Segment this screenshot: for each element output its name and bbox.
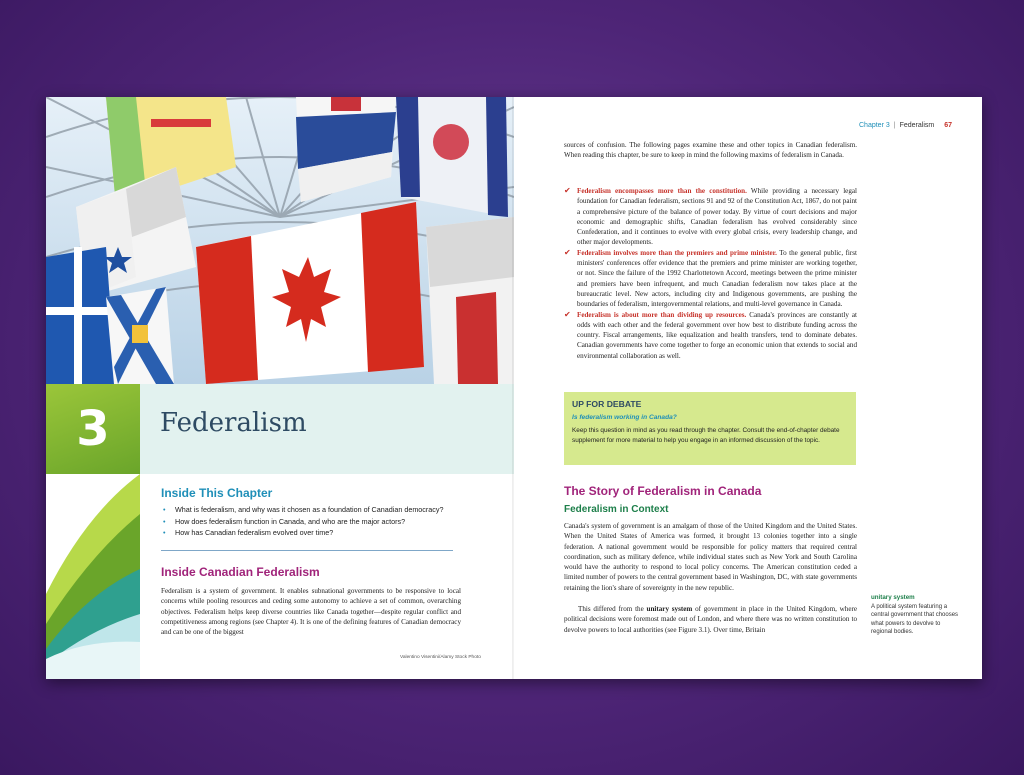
maxim-lead: Federalism involves more than the premiers and prime minister. xyxy=(577,248,777,257)
decorative-swooshes xyxy=(46,474,140,679)
maxims-list xyxy=(564,186,857,361)
key-term: unitary system xyxy=(646,605,693,613)
glossary-term: unitary system xyxy=(871,594,915,601)
body-paragraph xyxy=(564,604,857,635)
right-page xyxy=(514,97,982,679)
debate-question: Is federalism working in Canada? xyxy=(572,414,677,421)
chapter-number: 3 xyxy=(76,401,110,457)
body-paragraph: Canada's system of government is an amalgam of those of the United Kingdom and the United States. When the United States of America was formed, it brought 13 colonies together into a single federation. A national government would be responsible for policy matters that required central coordination, such as military defence, while individual states such as New York and South Carolina would have the authority to respond to local policy concerns. The American constitution ceded a limited number of powers to the central government based in Washington, DC, with state governments retaining the lion's share of sovereignty in the new republic. xyxy=(564,522,857,592)
inside-chapter-list xyxy=(161,504,461,539)
paragraph-text: This differed from the xyxy=(578,605,647,613)
section-heading: Inside Canadian Federalism xyxy=(161,565,320,579)
checkmark-icon: ✔ xyxy=(564,309,571,319)
body-paragraph: Federalism is a system of government. It enables subnational governments to be responsive to local concerns while pooling resources and ceding some autonomy to achieve a set of common, overarching objectives. Federalism helps keep diverse countries like Canada together—despite regular conflict and competitiveness among regions (see Chapter 4). It is one of the defining features of Canadian democracy and can be one of the biggest xyxy=(161,587,461,637)
checkmark-icon: ✔ xyxy=(564,247,571,257)
list-item: • What is federalism, and why was it chosen as a foundation of Canadian democracy? xyxy=(161,504,461,516)
list-item: • How has Canadian federalism evolved over time? xyxy=(161,527,461,539)
chapter-number-box xyxy=(46,384,140,474)
debate-title: UP FOR DEBATE xyxy=(572,399,642,409)
debate-box xyxy=(564,392,856,465)
maxim-text: To the general public, first ministers' conferences offer evidence that the premiers and prime minister are working together, or not. Since the failure of the 1992 Charlottetown Accord, meetings between the prime minister and premiers have been infrequent, and much Canadian federalism now takes place at the bureaucratic level. New actors, including city and Indigenous governments, are pushing the boundaries of federalism, intergovernmental relations, and multi-level governance in Canada. xyxy=(577,248,858,309)
context-heading: Federalism in Context xyxy=(564,504,669,515)
glossary-definition: A political system featuring a central government that chooses what powers to devolve to regional bodies. xyxy=(871,604,959,636)
story-heading: The Story of Federalism in Canada xyxy=(564,484,762,498)
section-divider xyxy=(161,550,453,551)
list-item xyxy=(564,248,857,310)
list-item: • How does federalism function in Canada, and who are the major actors? xyxy=(161,516,461,528)
maxim-lead: Federalism is about more than dividing up resources. xyxy=(577,310,747,319)
checkmark-icon: ✔ xyxy=(564,186,571,195)
running-header xyxy=(859,122,952,129)
flags-photo xyxy=(46,97,514,384)
debate-body: Keep this question in mind as you read through the chapter. Consult the end-of-chapter debate supplement for more material to help you engage in an informed discussion of the topic. xyxy=(572,427,840,445)
chapter-title: Federalism xyxy=(160,408,307,438)
chapter-title-band xyxy=(140,384,514,474)
running-title: Federalism xyxy=(899,122,935,129)
maxim-text: While providing a necessary legal foundation for Canadian federalism, sections 91 and 92 of the Constitution Act, 1867, do not paint a comprehensive picture of the balance of power today. By virtue of court decisions and major economic and demographic shifts, Canadian federalism has evolved considerably since Confederation, and it continues to evolve with every global crisis, every leadership change, and other major developments. xyxy=(577,187,857,247)
header-separator: | xyxy=(893,122,896,129)
running-chapter: Chapter 3 xyxy=(859,122,890,129)
list-item xyxy=(564,310,857,361)
intro-paragraph: sources of confusion. The following pages examine these and other topics in Canadian federalism. When reading this chapter, be sure to keep in mind the following maxims of federalism in Canada. xyxy=(564,141,857,160)
maxim-lead: Federalism encompasses more than the constitution. xyxy=(577,187,747,195)
paragraph-text: of government in place in the United Kingdom, where political decisions were foremost made out of London, and where there was no written constitution to devolve powers to local authorities (see Figure 3.1). Over time, Britain xyxy=(564,605,857,634)
photo-credit: Valentino Visentini/Alamy Stock Photo xyxy=(400,655,481,660)
book-spread xyxy=(46,97,982,679)
list-item xyxy=(564,186,857,248)
inside-chapter-heading: Inside This Chapter xyxy=(161,486,273,500)
maxim-text: Canada's provinces are constantly at odds with each other and the federal government over how best to distribute funding across the country. Fiscal arrangements, like equalization and health transfers, tend to dominate debates. Canadian governments have come together to forge an economic union that extends to social and environmental collaboration as well. xyxy=(577,310,857,360)
left-page xyxy=(46,97,514,679)
page-number: 67 xyxy=(944,122,952,129)
